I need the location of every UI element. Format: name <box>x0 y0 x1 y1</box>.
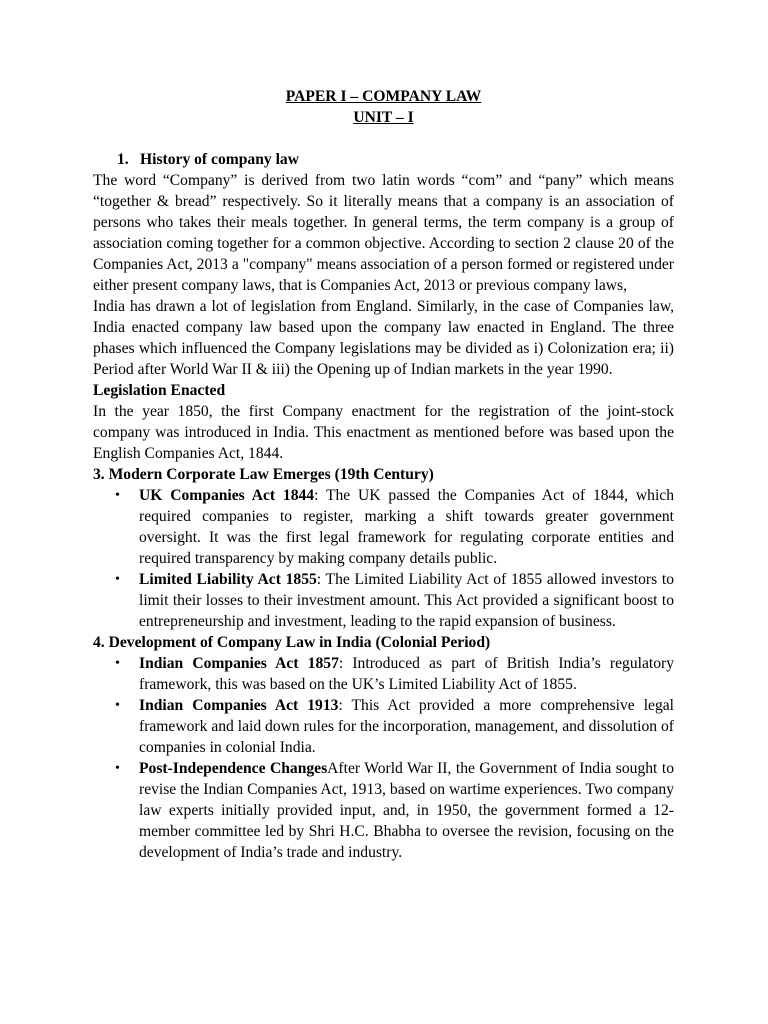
list-item-text: After World War II, the Government of India sought to revise the Indian Companies Act, 1913, based on wartime experiences. Two company law experts initially provided input, and, in 1950, the government formed a 12-member committee led by Shri H.C. Bhabha to oversee the revision, focusing on the development of India’s trade and industry. <box>139 760 674 861</box>
section-4-heading: 4. Development of Company Law in India (Colonial Period) <box>93 634 491 651</box>
list-item <box>93 485 674 569</box>
list-item-text: The UK passed the Companies Act of 1844, which required companies to register, marking a shift towards greater government oversight. It was the first legal framework for regulating corporate entities and required transparency by making company details public. <box>139 487 674 567</box>
list-item-text: The Limited Liability Act of 1855 allowed investors to limit their losses to their investment amount. This Act provided a significant boost to entrepreneurship and investment, leading to the rapid expansion of business. <box>139 571 674 630</box>
list-item-term: Indian Companies Act 1857 <box>139 655 339 672</box>
bullet-icon: • <box>115 488 120 503</box>
section-4-list <box>93 653 674 863</box>
list-item <box>93 569 674 632</box>
list-item-sep: : <box>338 655 344 672</box>
list-item-term: UK Companies Act 1844 <box>139 487 315 504</box>
list-item-term: Limited Liability Act 1855 <box>139 571 317 588</box>
legislation-heading: Legislation Enacted <box>93 382 226 399</box>
list-item-sep: : <box>314 487 319 504</box>
spacer <box>93 128 674 149</box>
list-item-sep: : <box>316 571 322 588</box>
list-item <box>93 758 674 863</box>
bullet-icon: • <box>115 572 120 587</box>
section-1-heading-text: History of company law <box>140 151 299 168</box>
bullet-icon: • <box>115 761 120 776</box>
bullet-icon: • <box>115 656 120 671</box>
list-item-sep: : <box>338 697 343 714</box>
document-page <box>93 86 674 863</box>
section-3-list <box>93 485 674 632</box>
section-1-heading <box>93 149 674 170</box>
paper-title: PAPER I – COMPANY LAW <box>285 88 482 105</box>
list-item <box>93 695 674 758</box>
list-item-term: Indian Companies Act 1913 <box>139 697 339 714</box>
list-item-text: This Act provided a more comprehensive legal framework and laid down rules for the incorporation, management, and dissolution of companies in colonial India. <box>139 697 675 756</box>
bullet-icon: • <box>115 698 120 713</box>
section-1-paragraph-1: The word “Company” is derived from two latin words “com” and “pany” which means “together & bread” respectively. So it literally means that a company is an association of persons who takes their meals together. In general terms, the term company is a group of association coming together for a common objective. According to section 2 clause 20 of the Companies Act, 2013 a "company" means association of a person formed or registered under either present company laws, that is Companies Act, 2013 or previous company laws, <box>93 172 674 294</box>
section-3-heading: 3. Modern Corporate Law Emerges (19th Century) <box>93 466 434 483</box>
legislation-paragraph: In the year 1850, the first Company enactment for the registration of the joint-stock company was introduced in India. This enactment as mentioned before was based upon the English Companies Act, 1844. <box>93 403 674 462</box>
unit-title: UNIT – I <box>353 109 414 126</box>
list-item-term: Post-Independence Changes <box>139 760 328 777</box>
list-item-text: Introduced as part of British India’s regulatory framework, this was based on the UK’s Limited Liability Act of 1855. <box>139 655 674 693</box>
section-1-number: 1. <box>117 151 129 168</box>
list-item <box>93 653 674 695</box>
section-1-paragraph-2: India has drawn a lot of legislation from England. Similarly, in the case of Companies law, India enacted company law based upon the company law enacted in England. The three phases which influenced the Company legislations may be divided as i) Colonization era; ii) Period after World War II & iii) the Opening up of Indian markets in the year 1990. <box>93 298 674 378</box>
